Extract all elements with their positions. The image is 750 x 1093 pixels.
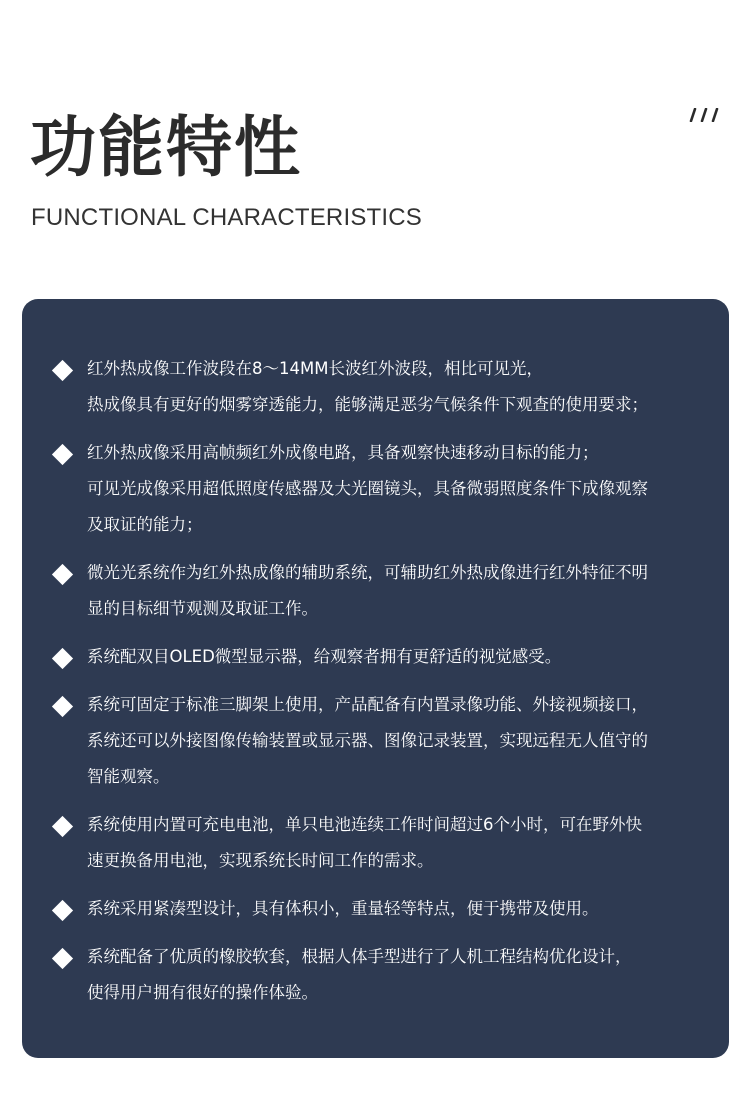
features-panel xyxy=(22,299,729,1058)
feature-item xyxy=(22,639,729,675)
feature-text-line: 红外热成像工作波段在8～14MM长波红外波段，相比可见光， xyxy=(87,359,543,378)
feature-text-line: 热成像具有更好的烟雾穿透能力，能够满足恶劣气候条件下观查的使用要求； xyxy=(87,395,648,414)
diamond-bullet-icon xyxy=(52,564,73,585)
diamond-bullet-icon xyxy=(52,816,73,837)
feature-text-line: 微光光系统作为红外热成像的辅助系统，可辅助红外热成像进行红外特征不明 xyxy=(87,563,648,582)
feature-text-line: 速更换备用电池，实现系统长时间工作的需求。 xyxy=(87,851,434,870)
feature-text-line: 显的目标细节观测及取证工作。 xyxy=(87,599,318,618)
feature-text-line: 及取证的能力； xyxy=(87,515,203,534)
feature-text-line: 可见光成像采用超低照度传感器及大光圈镜头，具备微弱照度条件下成像观察 xyxy=(87,479,648,498)
feature-item xyxy=(22,687,729,795)
feature-item xyxy=(22,939,729,1011)
feature-text-line: 红外热成像采用高帧频红外成像电路，具备观察快速移动目标的能力； xyxy=(87,443,599,462)
feature-text-line: 系统采用紧凑型设计，具有体积小，重量轻等特点，便于携带及使用。 xyxy=(87,899,599,918)
slash-marks-icon xyxy=(686,108,720,122)
feature-item xyxy=(22,351,729,423)
diamond-bullet-icon xyxy=(52,948,73,969)
feature-text-line: 使得用户拥有很好的操作体验。 xyxy=(87,983,318,1002)
feature-list xyxy=(22,351,729,1023)
diamond-bullet-icon xyxy=(52,360,73,381)
feature-item xyxy=(22,435,729,543)
diamond-bullet-icon xyxy=(52,696,73,717)
feature-text-line: 系统还可以外接图像传输装置或显示器、图像记录装置，实现远程无人值守的 xyxy=(87,731,648,750)
feature-text-line: 系统配双目OLED微型显示器，给观察者拥有更舒适的视觉感受。 xyxy=(87,647,562,666)
page-title: 功能特性 xyxy=(30,109,302,186)
feature-item xyxy=(22,555,729,627)
feature-text-line: 智能观察。 xyxy=(87,767,170,786)
diamond-bullet-icon xyxy=(52,648,73,669)
diamond-bullet-icon xyxy=(52,444,73,465)
feature-item xyxy=(22,807,729,879)
feature-item xyxy=(22,891,729,927)
feature-text-line: 系统使用内置可充电电池，单只电池连续工作时间超过6个小时，可在野外快 xyxy=(87,815,642,834)
feature-text-line: 系统配备了优质的橡胶软套，根据人体手型进行了人机工程结构优化设计， xyxy=(87,947,632,966)
diamond-bullet-icon xyxy=(52,900,73,921)
feature-text-line: 系统可固定于标准三脚架上使用，产品配备有内置录像功能、外接视频接口， xyxy=(87,695,648,714)
page-subtitle: FUNCTIONAL CHARACTERISTICS xyxy=(31,204,423,231)
